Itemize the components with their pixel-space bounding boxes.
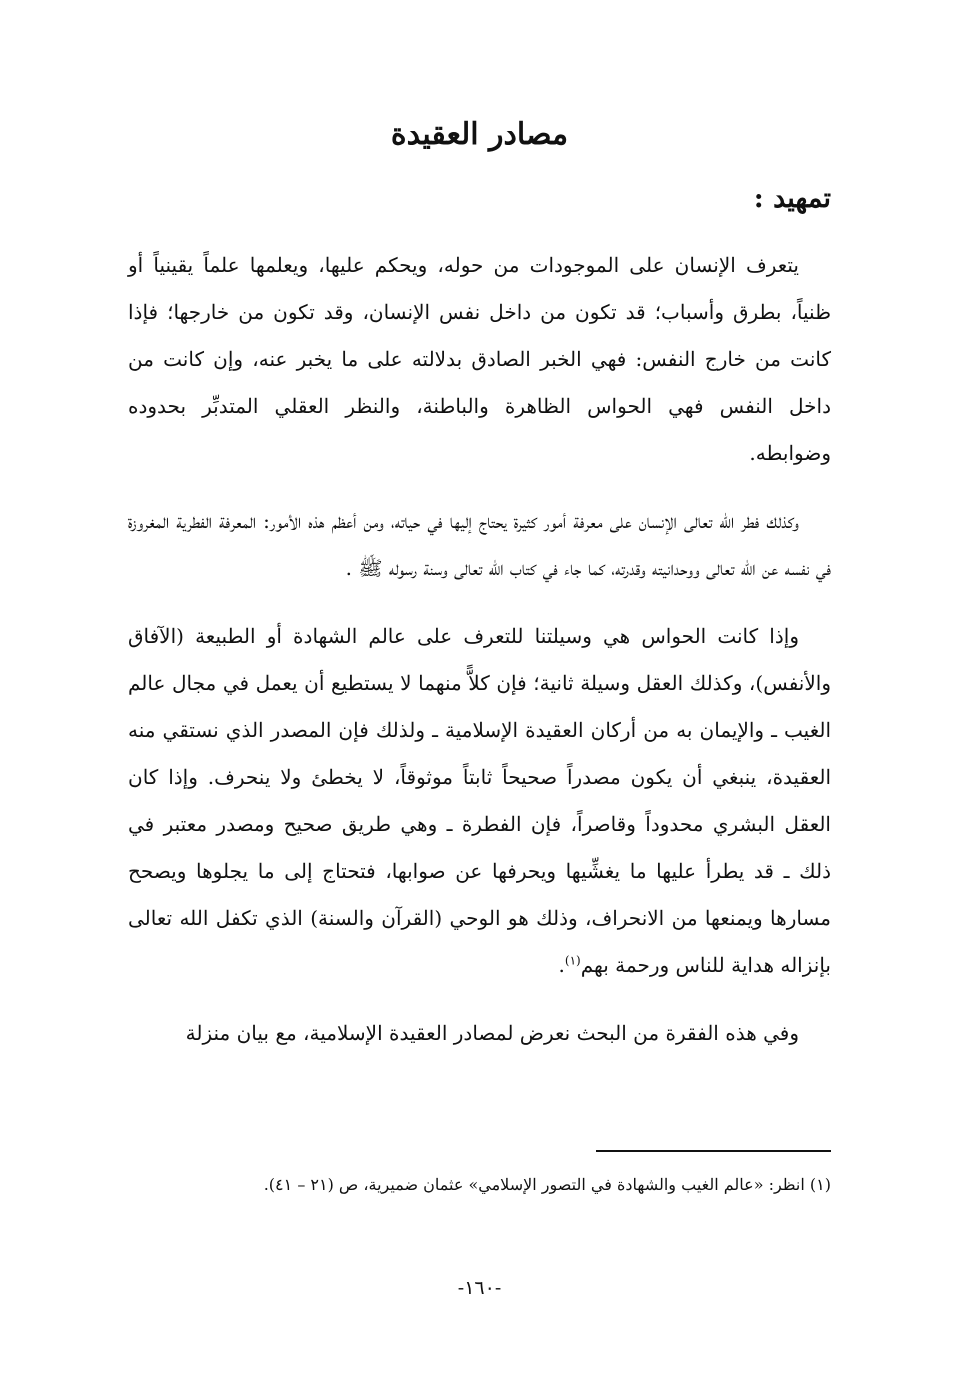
section-heading: تمهيد : (753, 183, 831, 214)
footnote: (١) انظر: «عالم الغيب والشهادة في التصور الإسلامي» عثمان ضميرية، ص (٢١ – ٤١). (263, 1175, 831, 1194)
paragraph-4 (128, 1010, 831, 1057)
paragraph-1 (128, 242, 831, 477)
paragraph-3 (128, 613, 831, 989)
chapter-title: مصادر العقيدة (390, 117, 569, 152)
paragraph-4-text: وفي هذه الفقرة من البحث نعرض لمصادر العقيدة الإسلامية، مع بيان منزلة (185, 1021, 799, 1045)
body-text (128, 242, 831, 1078)
footnote-reference: (١) (564, 953, 581, 968)
paragraph-3-end: . (558, 953, 565, 977)
page-number: -١٦٠- (457, 1277, 502, 1299)
footnote-divider (596, 1150, 831, 1152)
paragraph-2-text: وكذلك فطر الله تعالى الإنسان على معرفة أمور كثيرة يحتاج إليها في حياته، ومن أعظم هذه الأمور: المعرفة الفطرية المغروزة في نفسه عن الله تعالى ووحدانيته وقدرته، كما جاء في كتاب الله تعالى وسنة رسوله ﷺ . (128, 509, 831, 580)
paragraph-2 (128, 498, 831, 592)
paragraph-3-text: وإذا كانت الحواس هي وسيلتنا للتعرف على عالم الشهادة أو الطبيعة (الآفاق والأنفس)، وكذلك العقل وسيلة ثانية؛ فإن كلاًّ منهما لا يستطيع أن يعمل في مجال عالم الغيب ـ والإيمان به من أركان العقيدة الإسلامية ـ ولذلك فإن المصدر الذي نستقي منه العقيدة، ينبغي أن يكون مصدراً صحيحاً ثابتاً موثوقاً، لا يخطئ ولا ينحرف. وإذا كان العقل البشري محدوداً وقاصراً، فإن الفطرة ـ وهي طريق صحيح ومصدر معتبر في ذلك ـ قد يطرأ عليها ما يغشِّيها ويحرفها عن صوابها، فتحتاج إلى ما يجلوها ويصحح مسارها ويمنعها من الانحراف، وذلك هو الوحي (القرآن والسنة) الذي تكفل الله تعالى بإنزاله هداية للناس ورحمة بهم (128, 624, 831, 977)
paragraph-1-text: يتعرف الإنسان على الموجودات من حوله، ويحكم عليها، ويعلمها علماً يقينياً أو ظنياً، بطرق وأسباب؛ قد تكون من داخل نفس الإنسان، وقد تكون من خارجها؛ فإذا كانت من خارج النفس: فهي الخبر الصادق بدلالته على ما يخبر عنه، وإن كانت من داخل النفس فهي الحواس الظاهرة والباطنة، والنظر العقلي المتدبِّر بحدوده وضوابطه. (128, 253, 831, 465)
